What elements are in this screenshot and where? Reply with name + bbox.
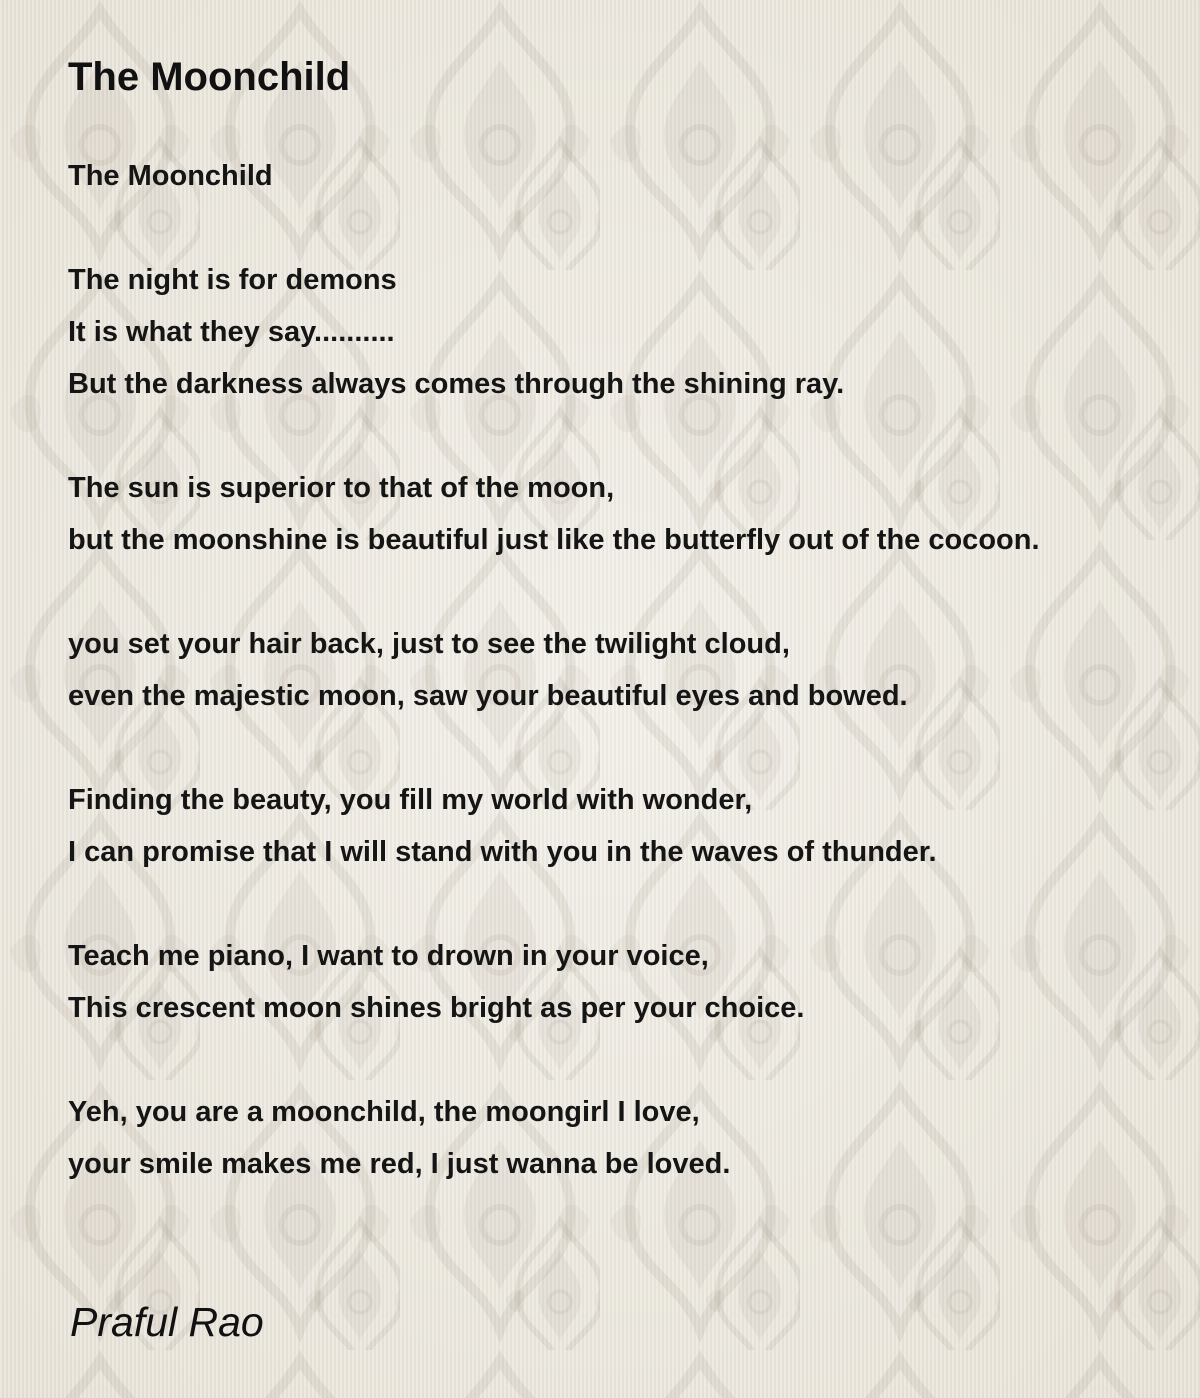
- stanza-gap: [68, 566, 1040, 618]
- poem-heading: The Moonchild: [68, 160, 273, 192]
- poem-line: Teach me piano, I want to drown in your voice,: [68, 940, 709, 972]
- stanza-gap: [68, 410, 1040, 462]
- stanza-gap: [68, 722, 1040, 774]
- stanza: [68, 618, 1040, 722]
- poem-line: The sun is superior to that of the moon,: [68, 472, 615, 504]
- poem-line: you set your hair back, just to see the twilight cloud,: [68, 628, 790, 660]
- page-title: The Moonchild: [68, 55, 351, 99]
- poem-line: This crescent moon shines bright as per your choice.: [68, 992, 805, 1024]
- stanza: [68, 1086, 1040, 1190]
- poem-line: But the darkness always comes through the shining ray.: [68, 368, 845, 400]
- poem-line: It is what they say..........: [68, 316, 395, 348]
- stanza: [68, 774, 1040, 878]
- stanza-gap: [68, 202, 1040, 254]
- poem-line: The night is for demons: [68, 264, 397, 296]
- author-name: Praful Rao: [70, 1299, 264, 1345]
- poem-line: Finding the beauty, you fill my world with wonder,: [68, 784, 753, 816]
- stanza: [68, 462, 1040, 566]
- poem-line: even the majestic moon, saw your beautiful eyes and bowed.: [68, 680, 908, 712]
- poem-line: Yeh, you are a moonchild, the moongirl I love,: [68, 1096, 700, 1128]
- poem-line: I can promise that I will stand with you in the waves of thunder.: [68, 836, 937, 868]
- poem-body: [68, 150, 1040, 1190]
- poem-line: your smile makes me red, I just wanna be loved.: [68, 1148, 731, 1180]
- stanza: [68, 930, 1040, 1034]
- stanza-gap: [68, 878, 1040, 930]
- stanza-gap: [68, 1034, 1040, 1086]
- poem-line: but the moonshine is beautiful just like the butterfly out of the cocoon.: [68, 524, 1040, 556]
- stanza: [68, 254, 1040, 410]
